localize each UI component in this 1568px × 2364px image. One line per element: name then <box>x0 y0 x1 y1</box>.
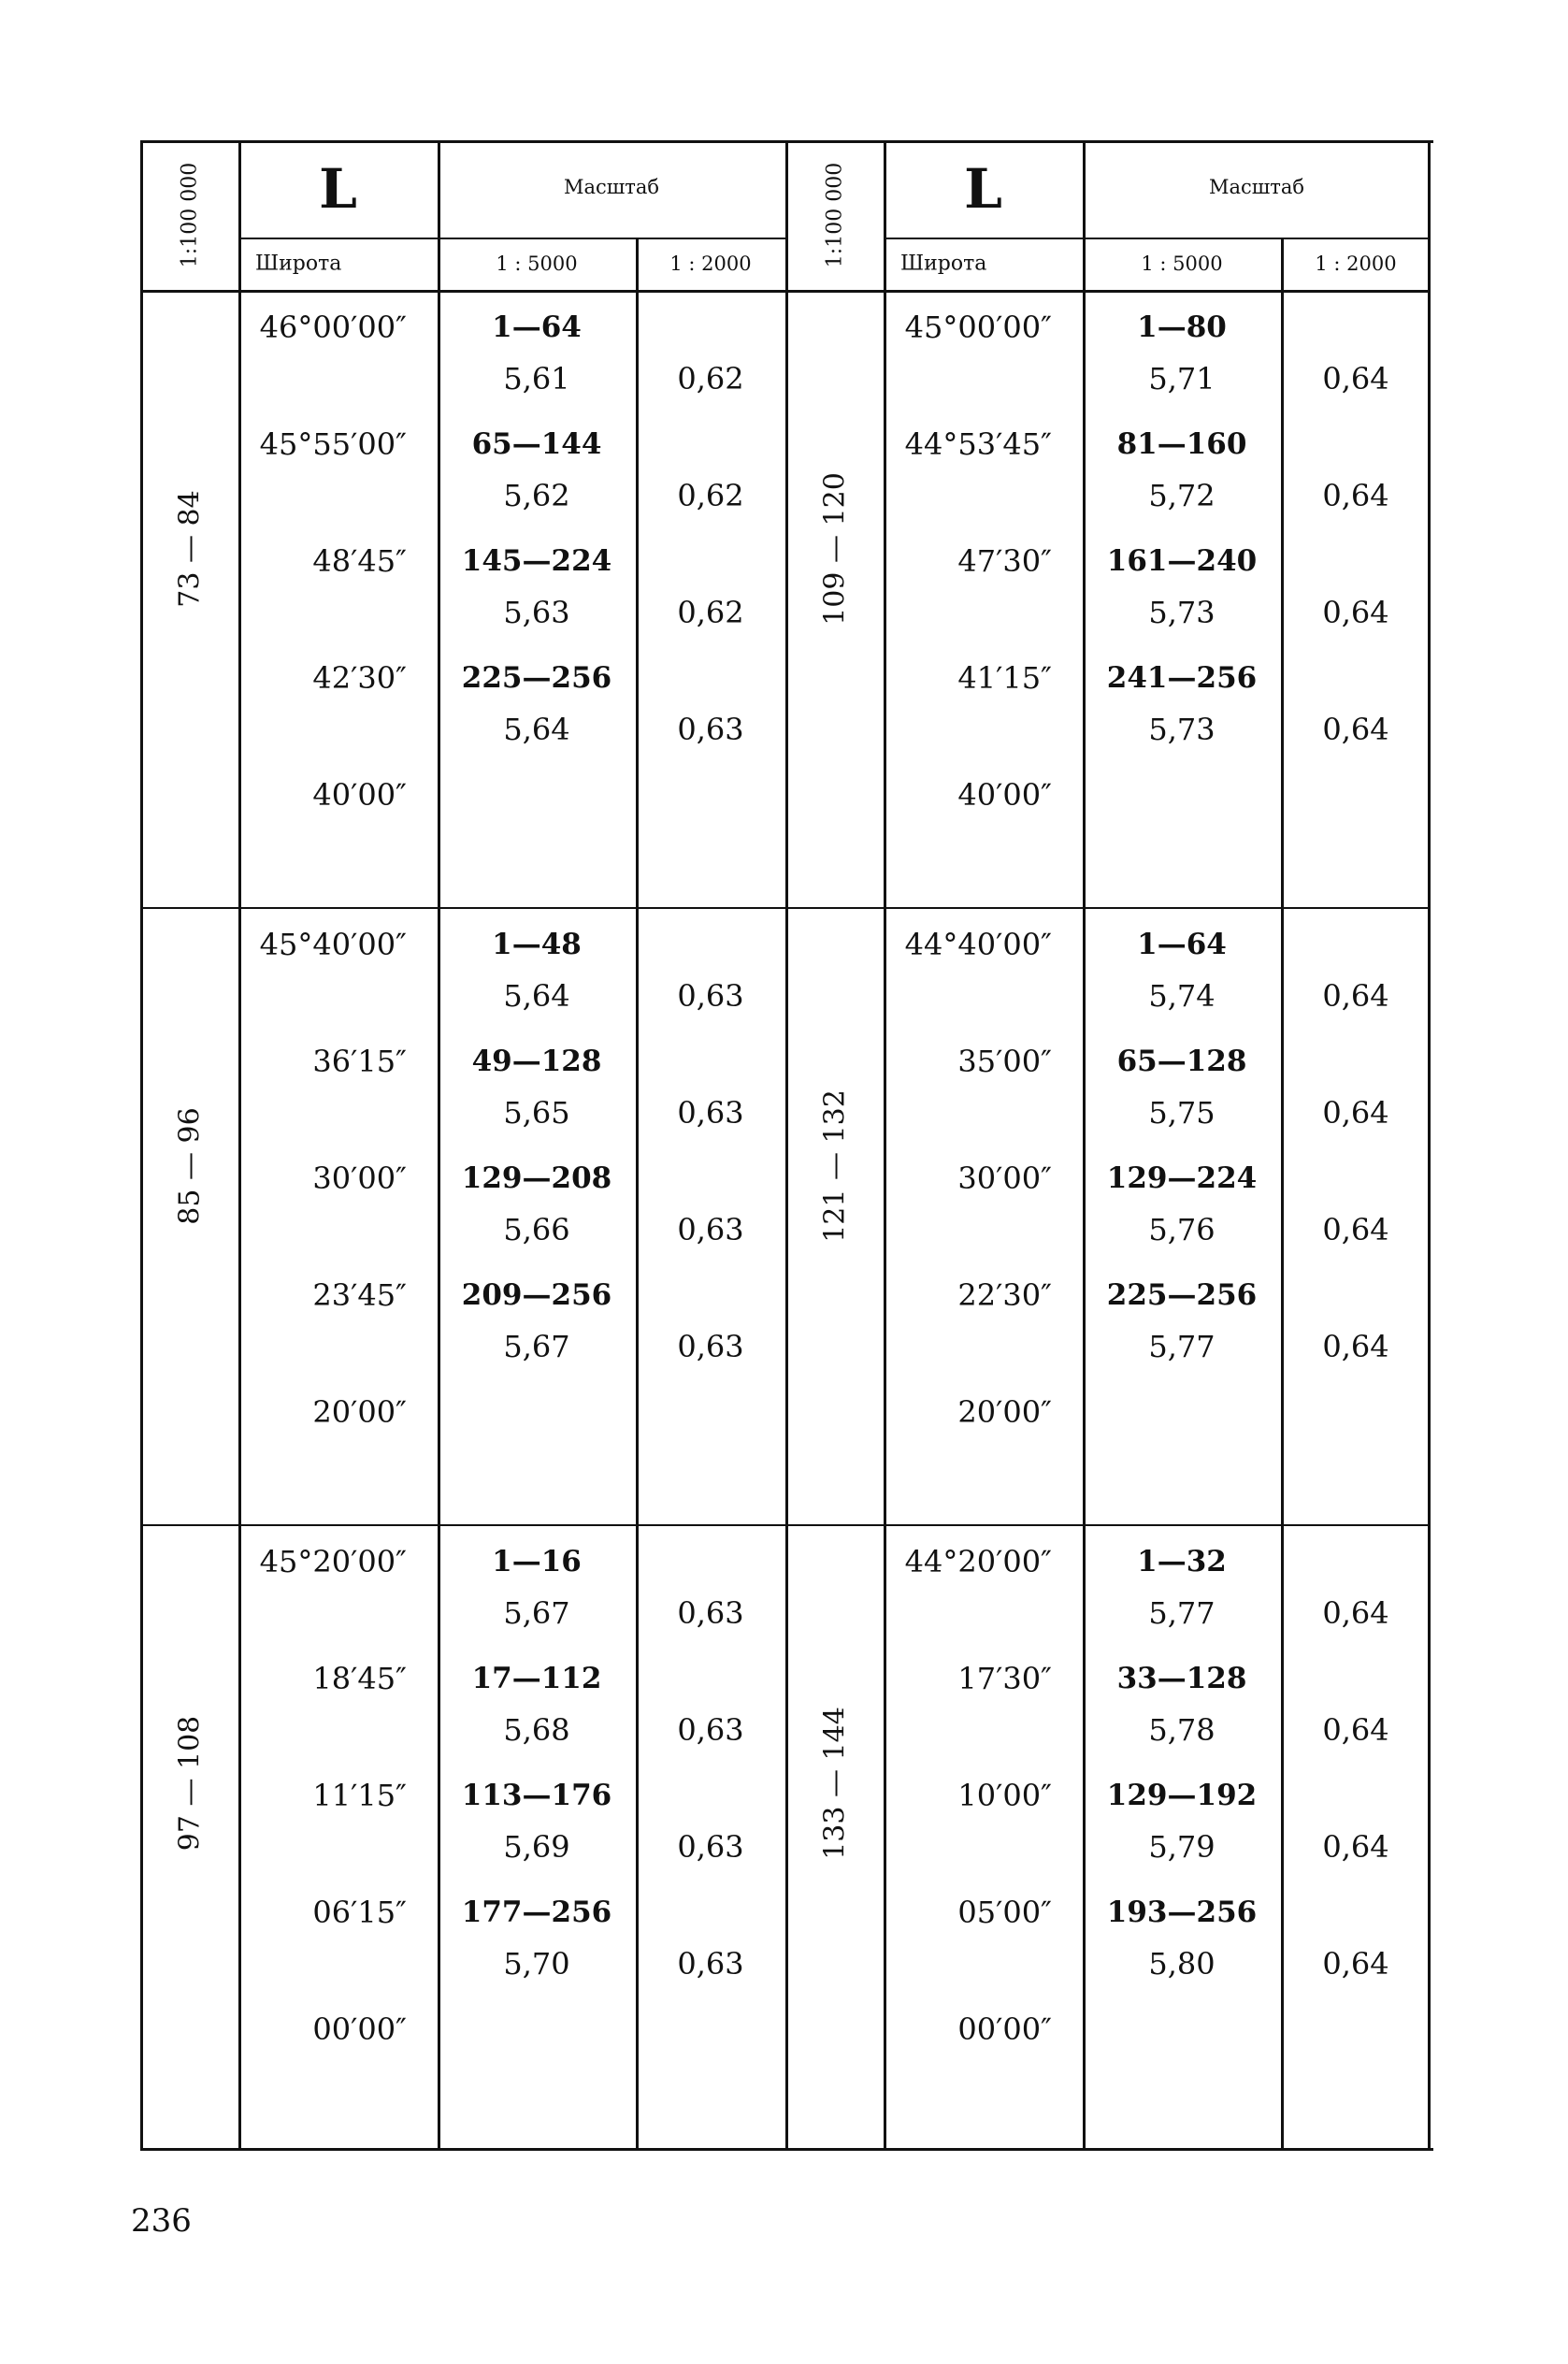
header-rule <box>785 290 1431 293</box>
sheet-numbers: 145—224 <box>461 544 612 578</box>
sheet-range: 109 — 120 <box>818 472 851 626</box>
value-1-5000: 5,65 <box>503 1095 570 1131</box>
value-1-5000: 5,77 <box>1148 1329 1216 1364</box>
value-1-5000: 5,76 <box>1148 1212 1216 1247</box>
value-1-5000: 5,73 <box>1148 595 1216 630</box>
group-rule <box>140 907 785 909</box>
column-rule <box>1083 140 1086 2151</box>
value-1-5000: 5,75 <box>1148 1095 1216 1131</box>
value-1-2000: 0,63 <box>677 712 744 747</box>
latitude-value: 06′15″ <box>312 1895 407 1930</box>
sheet-numbers: 1—32 <box>1137 1545 1227 1578</box>
latitude-value: 45°20′00″ <box>259 1544 407 1579</box>
sheet-numbers: 209—256 <box>461 1278 612 1312</box>
latitude-value: 42′30″ <box>312 660 407 696</box>
latitude-header: Широта <box>900 252 987 276</box>
value-1-2000: 0,64 <box>1322 361 1389 396</box>
latitude-value: 00′00″ <box>957 2011 1052 2047</box>
column-rule <box>438 140 440 2151</box>
column-rule <box>238 140 241 2151</box>
value-1-2000: 0,62 <box>677 595 744 630</box>
latitude-value: 44°40′00″ <box>904 927 1052 962</box>
value-1-5000: 5,63 <box>503 595 570 630</box>
latitude-value: 44°53′45″ <box>904 426 1052 462</box>
value-1-5000: 5,64 <box>503 712 570 747</box>
scale-label: 1:100 000 <box>178 162 201 268</box>
sheet-numbers: 193—256 <box>1106 1896 1258 1929</box>
scale-header: Масштаб <box>563 176 660 198</box>
value-1-2000: 0,64 <box>1322 595 1389 630</box>
value-1-2000: 0,63 <box>677 1829 744 1865</box>
sheet-range: 85 — 96 <box>173 1107 206 1225</box>
value-1-5000: 5,73 <box>1148 712 1216 747</box>
latitude-value: 10′00″ <box>957 1778 1052 1813</box>
value-1-5000: 5,68 <box>503 1712 570 1748</box>
sheet-numbers: 161—240 <box>1106 544 1258 578</box>
sheet-numbers: 1—64 <box>1137 928 1227 961</box>
scale-2000-header: 1 : 2000 <box>1315 252 1397 275</box>
zone-letter: L <box>964 157 1002 221</box>
latitude-value: 45°00′00″ <box>904 310 1052 345</box>
latitude-value: 05′00″ <box>957 1895 1052 1930</box>
value-1-5000: 5,71 <box>1148 361 1216 396</box>
latitude-value: 47′30″ <box>957 543 1052 579</box>
value-1-5000: 5,67 <box>503 1329 570 1364</box>
latitude-value: 11′15″ <box>312 1778 407 1813</box>
latitude-value: 40′00″ <box>312 777 407 813</box>
value-1-2000: 0,64 <box>1322 1095 1389 1131</box>
sheet-range: 133 — 144 <box>818 1707 851 1860</box>
value-1-5000: 5,78 <box>1148 1712 1216 1748</box>
header-rule <box>238 238 785 239</box>
value-1-5000: 5,61 <box>503 361 570 396</box>
header-rule <box>884 238 1431 239</box>
value-1-2000: 0,64 <box>1322 978 1389 1014</box>
sheet-numbers: 129—192 <box>1106 1779 1258 1812</box>
value-1-2000: 0,63 <box>677 978 744 1014</box>
value-1-5000: 5,80 <box>1148 1946 1216 1982</box>
value-1-5000: 5,67 <box>503 1595 570 1631</box>
latitude-value: 30′00″ <box>957 1160 1052 1196</box>
group-rule <box>140 1524 785 1526</box>
sheet-numbers: 33—128 <box>1116 1662 1247 1695</box>
scale-5000-header: 1 : 5000 <box>496 252 578 275</box>
value-1-5000: 5,70 <box>503 1946 570 1982</box>
latitude-value: 44°20′00″ <box>904 1544 1052 1579</box>
value-1-5000: 5,69 <box>503 1829 570 1865</box>
latitude-value: 45°55′00″ <box>259 426 407 462</box>
value-1-2000: 0,64 <box>1322 712 1389 747</box>
sheet-numbers: 129—224 <box>1106 1161 1258 1195</box>
sheet-numbers: 1—64 <box>492 310 582 344</box>
sheet-numbers: 65—144 <box>471 427 602 461</box>
group-rule <box>785 907 1431 909</box>
column-rule <box>140 140 143 2151</box>
column-rule <box>636 238 639 2151</box>
value-1-2000: 0,64 <box>1322 1946 1389 1982</box>
value-1-2000: 0,63 <box>677 1329 744 1364</box>
sheet-numbers: 1—48 <box>492 928 582 961</box>
latitude-header: Широта <box>255 252 342 276</box>
column-rule <box>1281 238 1284 2151</box>
latitude-value: 35′00″ <box>957 1044 1052 1079</box>
value-1-2000: 0,63 <box>677 1212 744 1247</box>
sheet-range: 121 — 132 <box>818 1089 851 1243</box>
table-half-2 <box>785 140 1431 2151</box>
value-1-5000: 5,66 <box>503 1212 570 1247</box>
table-half-1 <box>140 140 785 2151</box>
latitude-value: 46°00′00″ <box>259 310 407 345</box>
scale-2000-header: 1 : 2000 <box>669 252 752 275</box>
column-rule <box>1428 140 1431 2151</box>
group-rule <box>785 1524 1431 1526</box>
column-rule <box>884 140 886 2151</box>
latitude-value: 30′00″ <box>312 1160 407 1196</box>
sheet-numbers: 225—256 <box>1106 1278 1258 1312</box>
value-1-2000: 0,64 <box>1322 1595 1389 1631</box>
value-1-2000: 0,64 <box>1322 478 1389 513</box>
latitude-value: 48′45″ <box>312 543 407 579</box>
value-1-2000: 0,63 <box>677 1946 744 1982</box>
latitude-value: 41′15″ <box>957 660 1052 696</box>
page-number: 236 <box>131 2202 192 2240</box>
value-1-2000: 0,63 <box>677 1712 744 1748</box>
latitude-value: 20′00″ <box>312 1394 407 1430</box>
latitude-value: 40′00″ <box>957 777 1052 813</box>
value-1-5000: 5,62 <box>503 478 570 513</box>
value-1-5000: 5,77 <box>1148 1595 1216 1631</box>
latitude-value: 45°40′00″ <box>259 927 407 962</box>
value-1-5000: 5,72 <box>1148 478 1216 513</box>
value-1-2000: 0,63 <box>677 1595 744 1631</box>
latitude-value: 22′30″ <box>957 1277 1052 1313</box>
latitude-value: 18′45″ <box>312 1661 407 1696</box>
latitude-value: 20′00″ <box>957 1394 1052 1430</box>
value-1-5000: 5,79 <box>1148 1829 1216 1865</box>
latitude-value: 00′00″ <box>312 2011 407 2047</box>
sheet-numbers: 129—208 <box>461 1161 612 1195</box>
sheet-numbers: 1—16 <box>492 1545 582 1578</box>
value-1-5000: 5,64 <box>503 978 570 1014</box>
latitude-value: 36′15″ <box>312 1044 407 1079</box>
sheet-numbers: 225—256 <box>461 661 612 695</box>
sheet-numbers: 81—160 <box>1116 427 1247 461</box>
value-1-2000: 0,64 <box>1322 1712 1389 1748</box>
sheet-range: 73 — 84 <box>173 490 206 608</box>
scale-label: 1:100 000 <box>823 162 846 268</box>
sheet-numbers: 177—256 <box>461 1896 612 1929</box>
sheet-numbers: 241—256 <box>1106 661 1258 695</box>
value-1-2000: 0,64 <box>1322 1329 1389 1364</box>
value-1-2000: 0,62 <box>677 478 744 513</box>
latitude-value: 17′30″ <box>957 1661 1052 1696</box>
sheet-numbers: 17—112 <box>471 1662 602 1695</box>
value-1-5000: 5,74 <box>1148 978 1216 1014</box>
value-1-2000: 0,64 <box>1322 1829 1389 1865</box>
zone-letter: L <box>319 157 357 221</box>
value-1-2000: 0,63 <box>677 1095 744 1131</box>
sheet-numbers: 49—128 <box>471 1045 602 1078</box>
map-sheet-table <box>140 140 1433 2151</box>
sheet-numbers: 65—128 <box>1116 1045 1247 1078</box>
column-rule <box>785 140 788 2151</box>
value-1-2000: 0,62 <box>677 361 744 396</box>
header-rule <box>140 290 785 293</box>
latitude-value: 23′45″ <box>312 1277 407 1313</box>
sheet-range: 97 — 108 <box>173 1715 206 1852</box>
value-1-2000: 0,64 <box>1322 1212 1389 1247</box>
sheet-numbers: 1—80 <box>1137 310 1227 344</box>
sheet-numbers: 113—176 <box>461 1779 612 1812</box>
scale-5000-header: 1 : 5000 <box>1141 252 1223 275</box>
scale-header: Масштаб <box>1208 176 1305 198</box>
